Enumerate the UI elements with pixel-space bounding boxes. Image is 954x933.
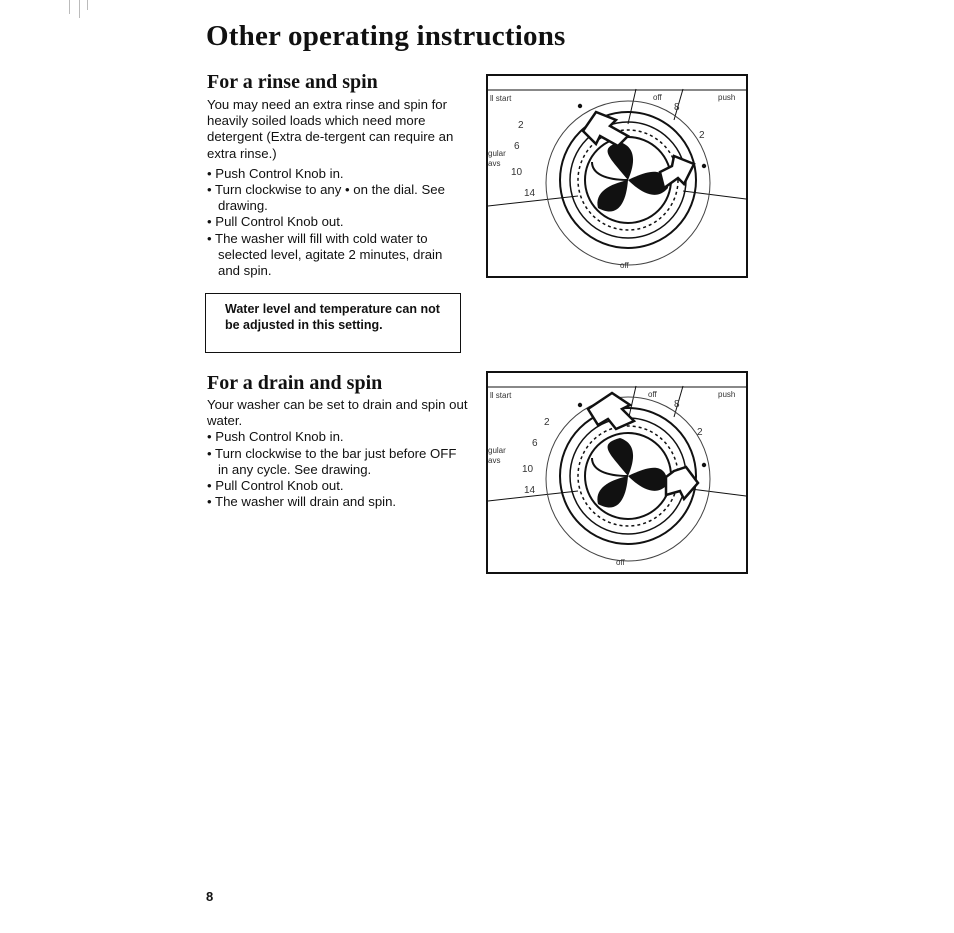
- rinse-intro: You may need an extra rinse and spin for heavily soiled loads which need more detergent (Extra de-tergent can require an extra rinse.): [207, 97, 454, 161]
- rinse-section: [207, 97, 455, 279]
- dial-number: 6: [514, 141, 520, 152]
- list-item: • The washer will drain and spin.: [207, 494, 469, 510]
- label-start: ll start: [490, 391, 512, 400]
- drain-heading: For a drain and spin: [207, 372, 383, 394]
- list-item: • Turn clockwise to any • on the dial. See drawing.: [207, 182, 455, 214]
- rinse-heading: For a rinse and spin: [207, 71, 378, 93]
- list-item: • Turn clockwise to the bar just before OFF in any cycle. See drawing.: [207, 446, 469, 478]
- drain-steps: [207, 429, 469, 510]
- dial-number: 10: [511, 167, 523, 178]
- page-number: 8: [206, 889, 214, 904]
- label-off-bottom: off: [616, 558, 625, 567]
- dial-illustration: [488, 76, 746, 276]
- note-box: Water level and temperature can not be adjusted in this setting.: [205, 293, 461, 353]
- dial-number: 2: [544, 417, 550, 428]
- drain-intro: Your washer can be set to drain and spin out water.: [207, 397, 468, 429]
- dial-number: 2: [518, 120, 524, 131]
- label-off-bottom: off: [620, 261, 629, 270]
- label-regular: gular: [488, 446, 506, 455]
- dial-number: 6: [532, 438, 538, 449]
- dial-number: 2: [699, 130, 705, 141]
- dial-drawing-rinse: [486, 74, 748, 278]
- label-regular: gular: [488, 149, 506, 158]
- label-push: push: [718, 390, 736, 399]
- label-start: ll start: [490, 94, 512, 103]
- label-push: push: [718, 93, 736, 102]
- label-off-top: off: [648, 390, 657, 399]
- dial-drawing-drain: [486, 371, 748, 574]
- label-off-top: off: [653, 93, 662, 102]
- crop-mark: [87, 0, 88, 10]
- crop-mark: [79, 0, 80, 18]
- rinse-steps: [207, 166, 455, 279]
- dial-number: 10: [522, 464, 534, 475]
- crop-mark: [69, 0, 70, 14]
- label-days: avs: [488, 159, 501, 168]
- dial-number: 14: [524, 485, 536, 496]
- label-days: avs: [488, 456, 501, 465]
- list-item: • Pull Control Knob out.: [207, 214, 455, 230]
- dial-number: 2: [697, 427, 703, 438]
- dial-number: 8: [674, 102, 680, 113]
- list-item: • The washer will fill with cold water to selected level, agitate 2 minutes, drain and spin.: [207, 231, 455, 280]
- dial-illustration: [488, 373, 746, 572]
- list-item: • Push Control Knob in.: [207, 166, 455, 182]
- dial-number: 8: [674, 399, 680, 410]
- list-item: • Push Control Knob in.: [207, 429, 469, 445]
- list-item: • Pull Control Knob out.: [207, 478, 469, 494]
- drain-section: [207, 397, 469, 510]
- dial-number: 14: [524, 188, 536, 199]
- page-title: Other operating instructions: [206, 20, 566, 52]
